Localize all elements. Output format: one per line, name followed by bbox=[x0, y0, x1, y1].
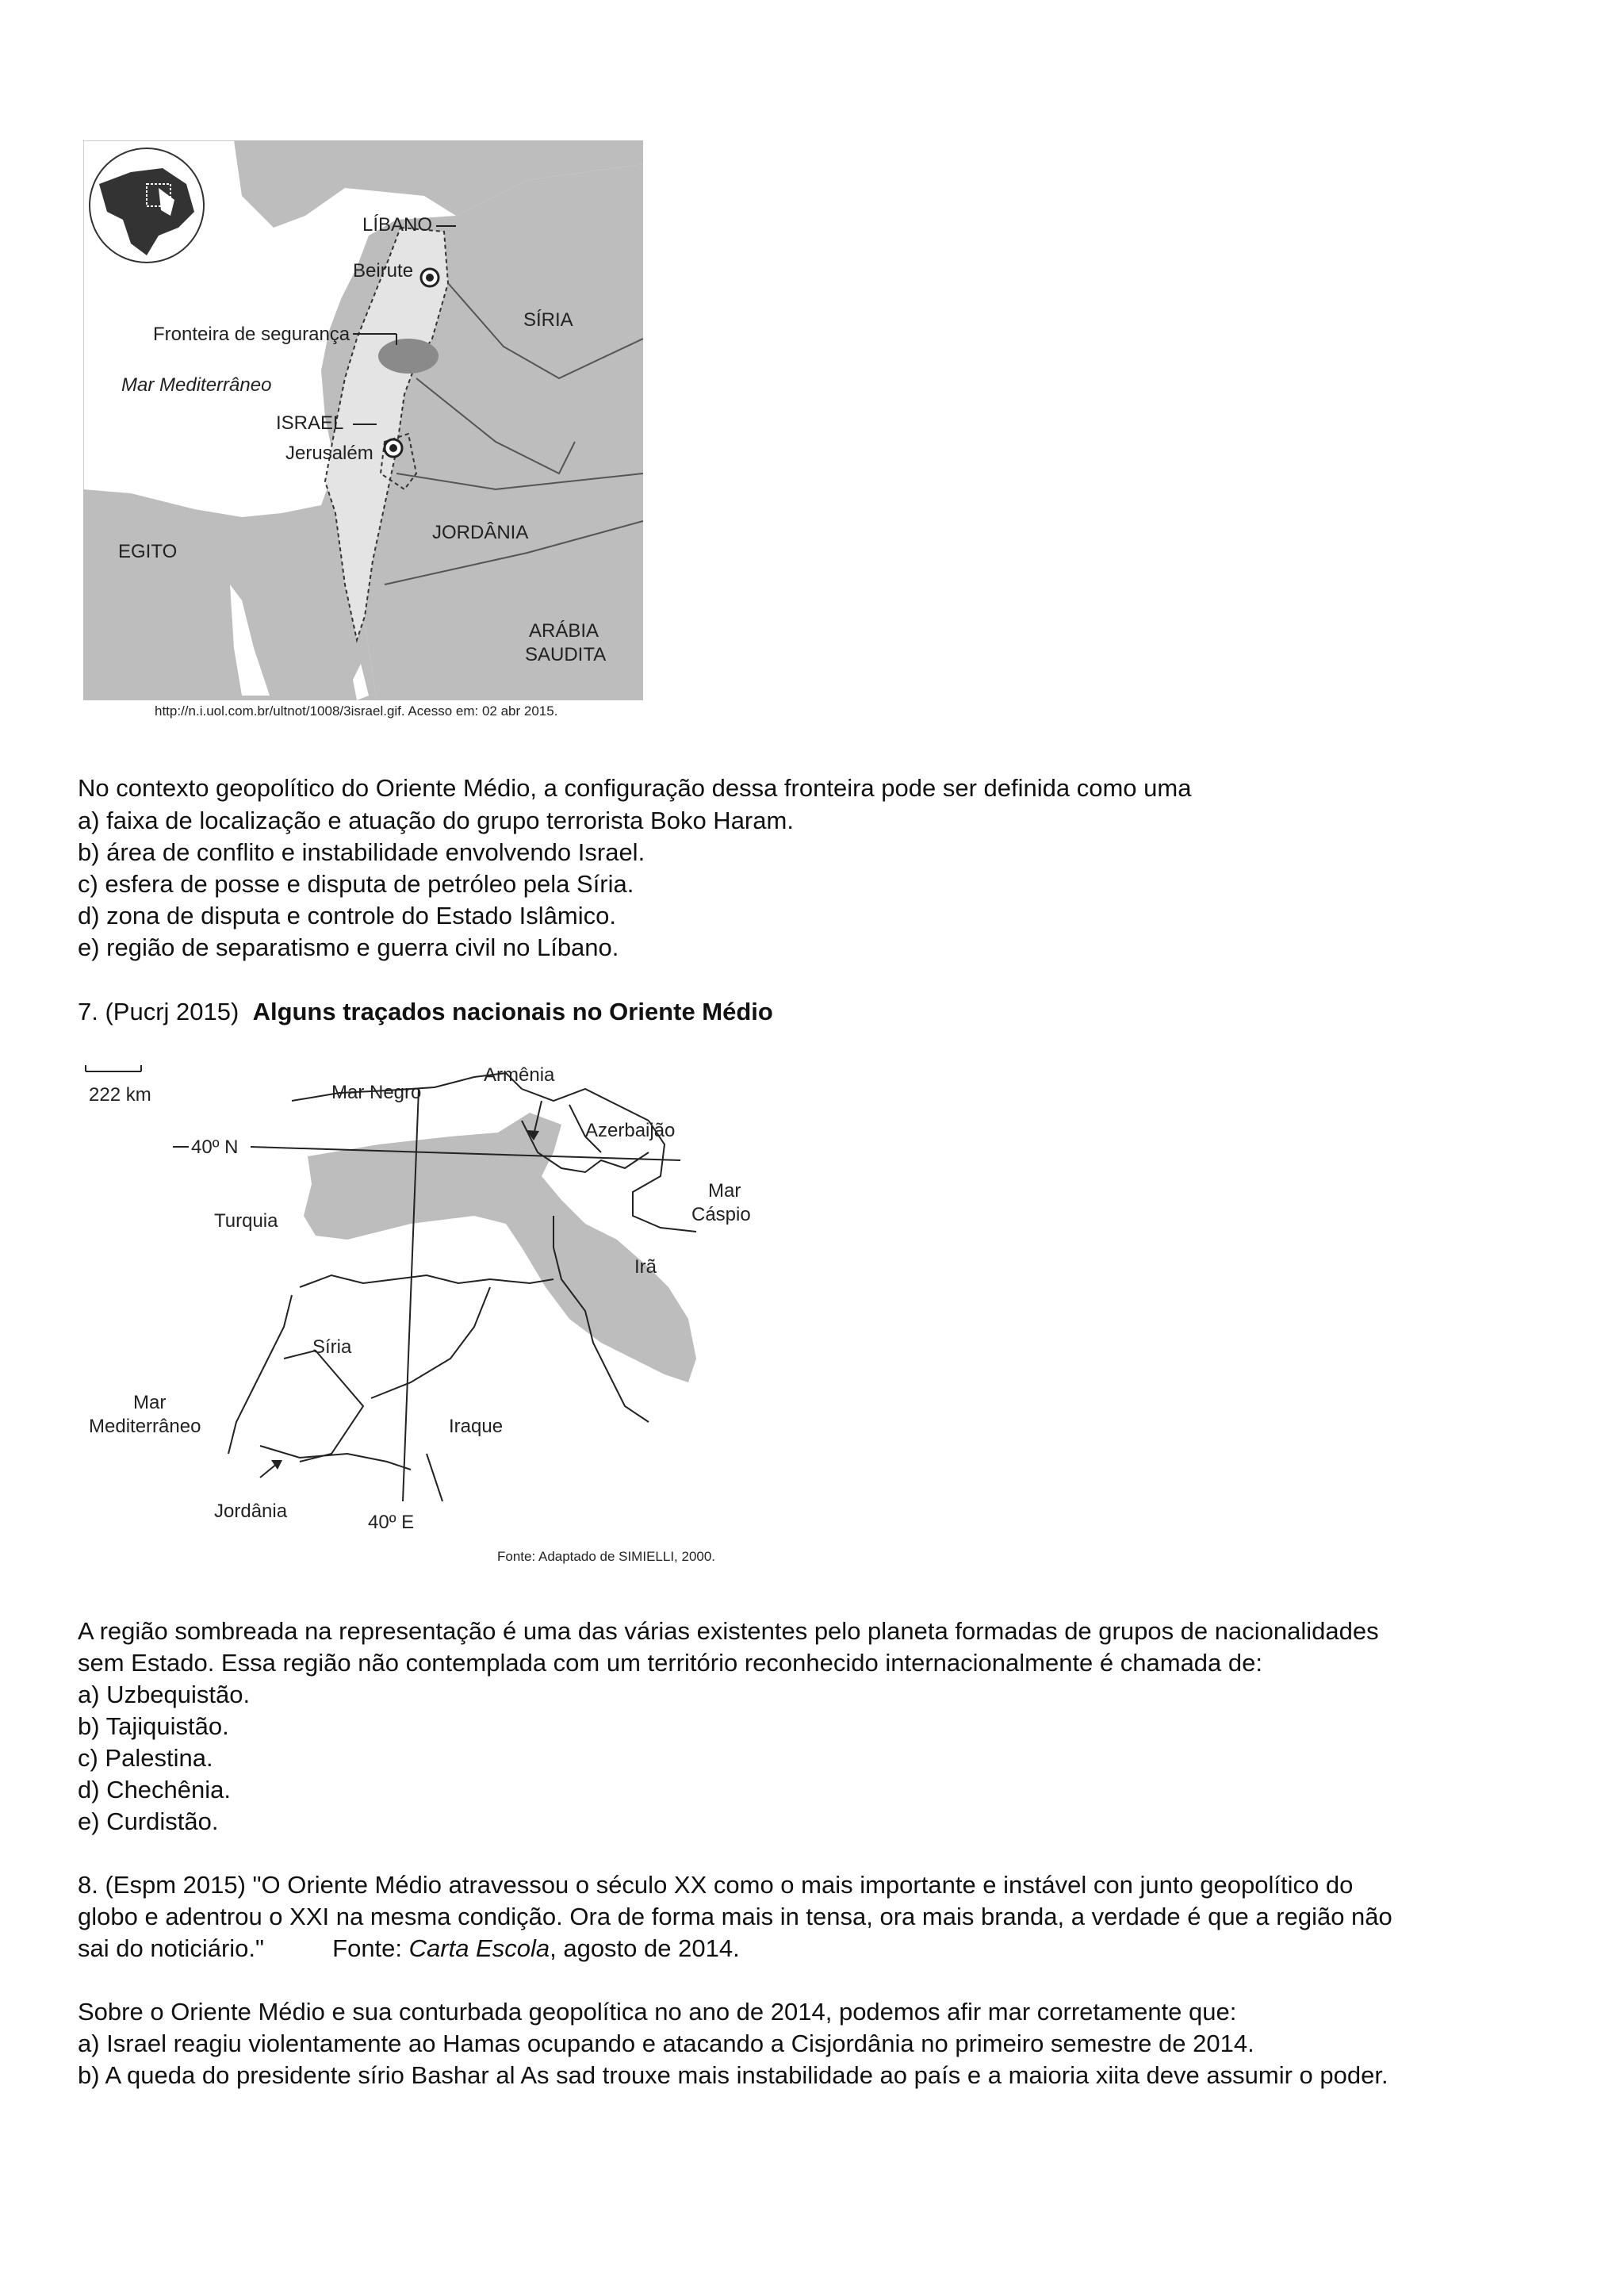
q8-option-b: b) A queda do presidente sírio Bashar al As sad trouxe mais instabilidade ao país e a maioria xiita deve assumir o poder. bbox=[78, 2061, 1388, 2089]
q6-option-b: b) área de conflito e instabilidade envolvendo Israel. bbox=[78, 838, 645, 866]
q7-stem-line-2: sem Estado. Essa região não contemplada com um território reconhecido internacionalmente é chamada de: bbox=[78, 1649, 1262, 1677]
q7-option-a: a) Uzbequistão. bbox=[78, 1681, 251, 1708]
q8-source-title: Carta Escola bbox=[408, 1934, 550, 1962]
q8-quote-line-3 bbox=[78, 1933, 740, 1964]
q8-option-a: a) Israel reagiu violentamente ao Hamas ocupando e atacando a Cisjordânia no primeiro semestre de 2014. bbox=[78, 2030, 1254, 2057]
label-mar-med-2: Mediterrâneo bbox=[89, 1416, 201, 1437]
map1-source: http://n.i.uol.com.br/ultnot/1008/3israel.gif. Acesso em: 02 abr 2015. bbox=[155, 703, 558, 719]
label-azerbaijao: Azerbaijão bbox=[585, 1120, 676, 1141]
label-jordania: JORDÂNIA bbox=[432, 522, 529, 543]
label-jordania: Jordânia bbox=[214, 1501, 288, 1522]
scale-label: 222 km bbox=[89, 1084, 151, 1106]
security-border-zone bbox=[378, 339, 439, 374]
q7-stem-line-1: A região sombreada na representação é uma das várias existentes pelo planeta formadas de grupos de nacionalidades bbox=[78, 1617, 1379, 1645]
q8-quote-end: sai do noticiário." Fonte: bbox=[78, 1934, 409, 1962]
q6-option-a: a) faixa de localização e atuação do grupo terrorista Boko Haram. bbox=[78, 807, 794, 834]
label-armenia: Armênia bbox=[484, 1064, 555, 1086]
label-israel: ISRAEL bbox=[276, 412, 344, 434]
label-ira: Irã bbox=[634, 1256, 657, 1278]
q7-header bbox=[78, 996, 773, 1028]
q8-quote-line-1: 8. (Espm 2015) "O Oriente Médio atravessou o século XX como o mais importante e instável con junto geopolítico do bbox=[78, 1871, 1354, 1899]
q8-stem: Sobre o Oriente Médio e sua conturbada geopolítica no ano de 2014, podemos afir mar corretamente que: bbox=[78, 1998, 1237, 2026]
israel-lebanon-map bbox=[83, 140, 643, 700]
label-siria: Síria bbox=[312, 1336, 352, 1358]
label-turquia: Turquia bbox=[214, 1210, 278, 1232]
label-mar-caspio-1: Mar bbox=[708, 1180, 741, 1202]
label-libano: LÍBANO bbox=[362, 214, 433, 236]
label-beirute: Beirute bbox=[353, 260, 414, 282]
q6-option-e: e) região de separatismo e guerra civil no Líbano. bbox=[78, 933, 619, 961]
label-mar-med-1: Mar bbox=[133, 1392, 167, 1413]
q7-option-d: d) Chechênia. bbox=[78, 1776, 232, 1803]
q6-option-d: d) zona de disputa e controle do Estado Islâmico. bbox=[78, 902, 616, 930]
label-egito: EGITO bbox=[118, 541, 178, 562]
lon-label: 40º E bbox=[368, 1512, 415, 1533]
label-iraque: Iraque bbox=[449, 1416, 504, 1437]
kurdistan-map bbox=[78, 1057, 776, 1533]
q7-number: 7. (Pucrj 2015) bbox=[78, 998, 239, 1025]
label-siria: SÍRIA bbox=[523, 309, 573, 331]
q7-option-e: e) Curdistão. bbox=[78, 1807, 219, 1835]
label-mar-caspio-2: Cáspio bbox=[691, 1204, 751, 1225]
lat-label: 40º N bbox=[191, 1137, 239, 1158]
q7-map-source: Fonte: Adaptado de SIMIELLI, 2000. bbox=[497, 1549, 716, 1564]
q7-title: Alguns traçados nacionais no Oriente Médio bbox=[252, 998, 773, 1025]
shaded-region bbox=[304, 1113, 696, 1382]
q6-stem: No contexto geopolítico do Oriente Médio, a configuração dessa fronteira pode ser definida como uma bbox=[78, 774, 1192, 802]
label-arabia-2: SAUDITA bbox=[525, 644, 607, 665]
q7-option-b: b) Tajiquistão. bbox=[78, 1712, 229, 1740]
label-arabia-1: ARÁBIA bbox=[529, 620, 599, 642]
label-fronteira: Fronteira de segurança bbox=[153, 324, 350, 345]
label-mar-negro: Mar Negro bbox=[331, 1082, 422, 1103]
q6-option-c: c) esfera de posse e disputa de petróleo pela Síria. bbox=[78, 870, 634, 898]
q8-source-date: , agosto de 2014. bbox=[550, 1934, 740, 1962]
q8-quote-line-2: globo e adentrou o XXI na mesma condição. Ora de forma mais in tensa, ora mais branda, a verdade é que a região não bbox=[78, 1903, 1392, 1930]
q7-option-c: c) Palestina. bbox=[78, 1744, 213, 1772]
label-jerusalem: Jerusalém bbox=[285, 443, 373, 464]
label-mar: Mar Mediterrâneo bbox=[121, 374, 272, 396]
